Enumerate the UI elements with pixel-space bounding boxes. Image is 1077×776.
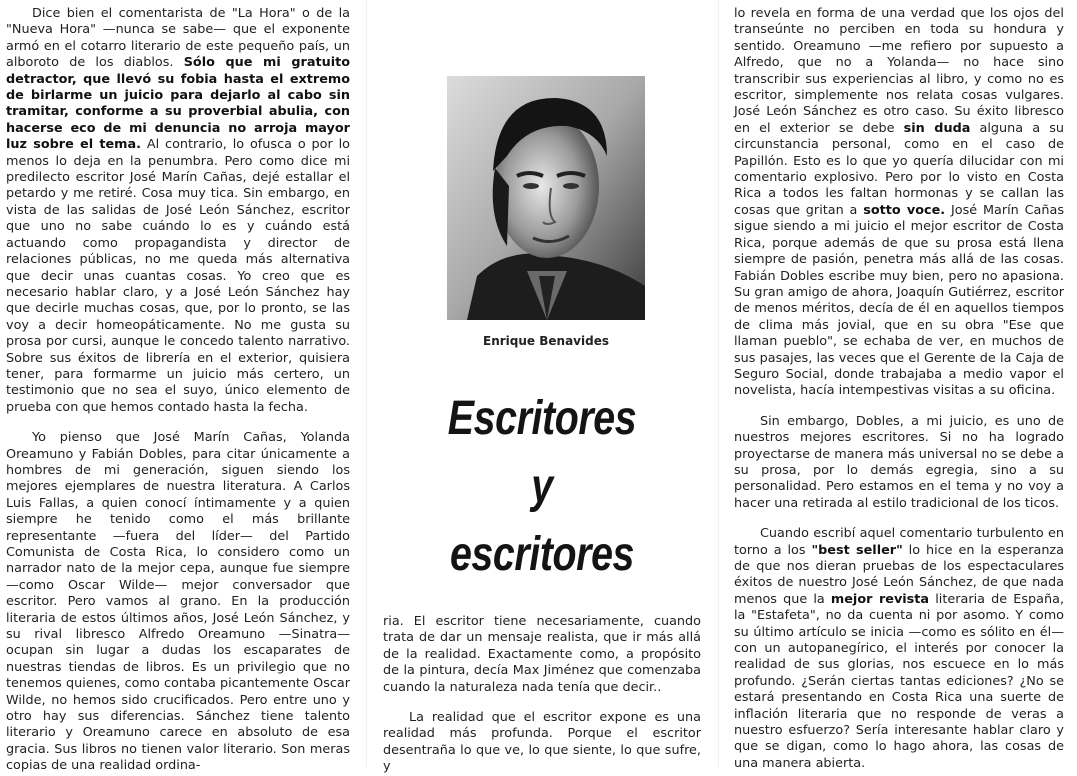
text-run: José Marín Cañas sigue siendo a mi juicio el mejor escritor de Costa Rica, porque además de que su prosa está llena siempre de pasión, penetra más allá de las cosas. Fabián Dobles escribe muy bien, pero no apasiona. Su gran amigo de ahora, Joaquín Gutiérrez, escritor de menos méritos, decía de él en aquellos tiempos de clima más jovial, que en su obra "Ese que llaman pueblo", se echaba de ver, en muchos de sus pasajes, las veces que el Gerente de la Caja de Seguro Social, donde trabajaba a medio vapor el novelista, hacía intempestivas visitas a su oficina. — [734, 202, 1065, 399]
bold-text: sotto voce. — [863, 202, 946, 218]
paragraph — [734, 526, 1064, 772]
text-run: lo hice en la esperanza de que nos dieran pruebas de los espectaculares éxitos de nuestro José León Sánchez, de que nada menos que la — [734, 542, 1064, 607]
text-run: Sin embargo, Dobles, a mi juicio, es uno de nuestros mejores escritores. Si no ha logrado proyectarse de manera más universal no se debe a su prosa, por lo demás egregia, sino a su personalidad. Pero estamos en el tema y no voy a hacer una retirada al estilo tradicional de los ticos. — [734, 413, 1064, 511]
paragraph — [6, 6, 350, 416]
text-run: alguna a su circunstancia personal, como en el caso de Papillón. Esto es lo que yo quería dilucidar con mi comentario explosivo. Pero por lo visto en Costa Rica a todos les faltan hormonas y se callan las cosas que gritan a — [734, 120, 1065, 218]
paragraph — [6, 430, 350, 775]
bold-text: sin duda — [903, 120, 971, 136]
column-divider-left — [366, 0, 367, 767]
paragraph — [383, 710, 701, 776]
paragraph — [383, 614, 701, 696]
text-run: La realidad que el escritor expone es una realidad más profunda. Porque el escritor desentraña lo que ve, lo que siente, lo que sufre, y — [383, 710, 701, 775]
portrait-image — [447, 76, 645, 320]
photo-caption: Enrique Benavides — [483, 334, 609, 348]
text-run: lo revela en forma de una verdad que los ojos del transeúnte no perciben en toda su hondura y sentido. Oreamuno —me refiero por supuesto a Alfredo, que no a Yolanda— no hace sino transcribir sus experiencias al libro, y como no es escritor, simplemente nos relata cosas vulgares. José León Sánchez es otro caso. Su éxito libresco en el exterior se debe — [734, 6, 1064, 136]
article-headline — [412, 385, 673, 589]
text-run: Al contrario, lo ofusca o por lo menos lo deja en la penumbra. Pero como dice mi predilecto escritor José Marín Cañas, dejé estallar el petardo y me retiré. Cosa muy tica. Sin embargo, en vista de las salidas de José León Sánchez, escritor que uno no sabe cuándo lo es y cuándo está actuando como propagandista y director de relaciones públicas, no me queda más alternativa que decir unas cuantas cosas. Yo creo que es necesario hablar claro, y a José León Sánchez hay que decirle muchas cosas, que, por lo pronto, se las voy a decir homeopáticamente. No me gusta su prosa por cursi, aunque le concedo talento narrativo. Sobre sus éxitos de librería en el exterior, quisiera tener, para formarme un juicio más certero, un testimonio que no sea el suyo, único elemento de prueba con que hemos contado hasta la fecha. — [6, 137, 351, 415]
right-column — [734, 6, 1064, 772]
text-run: Dice bien el comentarista de "La Hora" o de la "Nueva Hora" —nunca se sabe— que el exponente armó en el cotarro literario de este pequeño país, un alboroto de los diablos. — [6, 6, 350, 71]
left-column — [6, 6, 350, 775]
headline-line-2: y — [531, 460, 553, 513]
text-run: Yo pienso que José Marín Cañas, Yolanda Oreamuno y Fabián Dobles, para citar únicamente a hombres de mi generación, siguen siendo los mejores ejemplares de nuestra literatura. A Carlos Luis Fallas, a quien conocí íntimamente y a quien siempre he tenido como el más brillante representante —fuera del líder— del Partido Comunista de Costa Rica, lo considero como un narrador nato de la mejor cepa, aunque fue siempre —como Oscar Wilde— mejor conversador que escritor. Pero vamos al grano. En la producción literaria de estos últimos años, José León Sánchez, y su rival libresco Alfredo Oreamuno —Sinatra— ocupan sin lugar a dudas los escaparates de nuestras tiendas de libros. Es un privilegio que no tenemos quienes, como contaba picantemente Oscar Wilde, no hemos sido crucificados. Pero entre uno y otro hay sus diferencias. Sánchez tiene talento literario y Oreamuno carece en absoluto de esa gracia. Sus libros no tienen valor literario. Son meras copias de una realidad ordina- — [6, 430, 350, 774]
bold-text: "best seller" — [811, 542, 903, 558]
paragraph — [734, 414, 1064, 512]
column-divider-right — [718, 0, 719, 767]
headline-line-3: escritores — [449, 528, 635, 581]
headline-line-1: Escritores — [447, 392, 637, 445]
author-photo — [447, 76, 645, 320]
text-run: literaria de España, la "Estafeta", no da cuenta ni por asomo. Y como su último artículo se inicia —como es sólito en él— con un autopanegírico, el interés por conocer la realidad de sus glorias, nos escuece en lo más profundo. ¿Serán ciertas tantas ediciones? ¿No se estará presentando en Costa Rica una suerte de inflación literaria que no responde de veras a nuestro esfuerzo? Sería interesante hablar claro y que se digan, como lo hago ahora, las cosas de una manera abierta. — [734, 591, 1065, 771]
text-run: Cuando escribí aquel comentario turbulento en torno a los — [734, 526, 1064, 558]
bold-text: Sólo que mi gratuito detractor, que llevó su fobia hasta el extremo de birlarme un juicio para dejarlo al cabo sin tramitar, conforme a su proverbial abulia, con hacerse eco de mi denuncia no arroja mayor luz sobre el tema. — [6, 55, 350, 153]
paragraph — [734, 6, 1064, 400]
bold-text: mejor revista — [830, 591, 930, 607]
middle-column — [383, 614, 701, 776]
text-run: ria. El escritor tiene necesariamente, cuando trata de dar un mensaje realista, que ir más allá de la realidad. Exactamente como, a propósito de la pintura, decía Max Jiménez que comenzaba cuando la naturaleza nada tenía que decir.. — [383, 614, 701, 695]
